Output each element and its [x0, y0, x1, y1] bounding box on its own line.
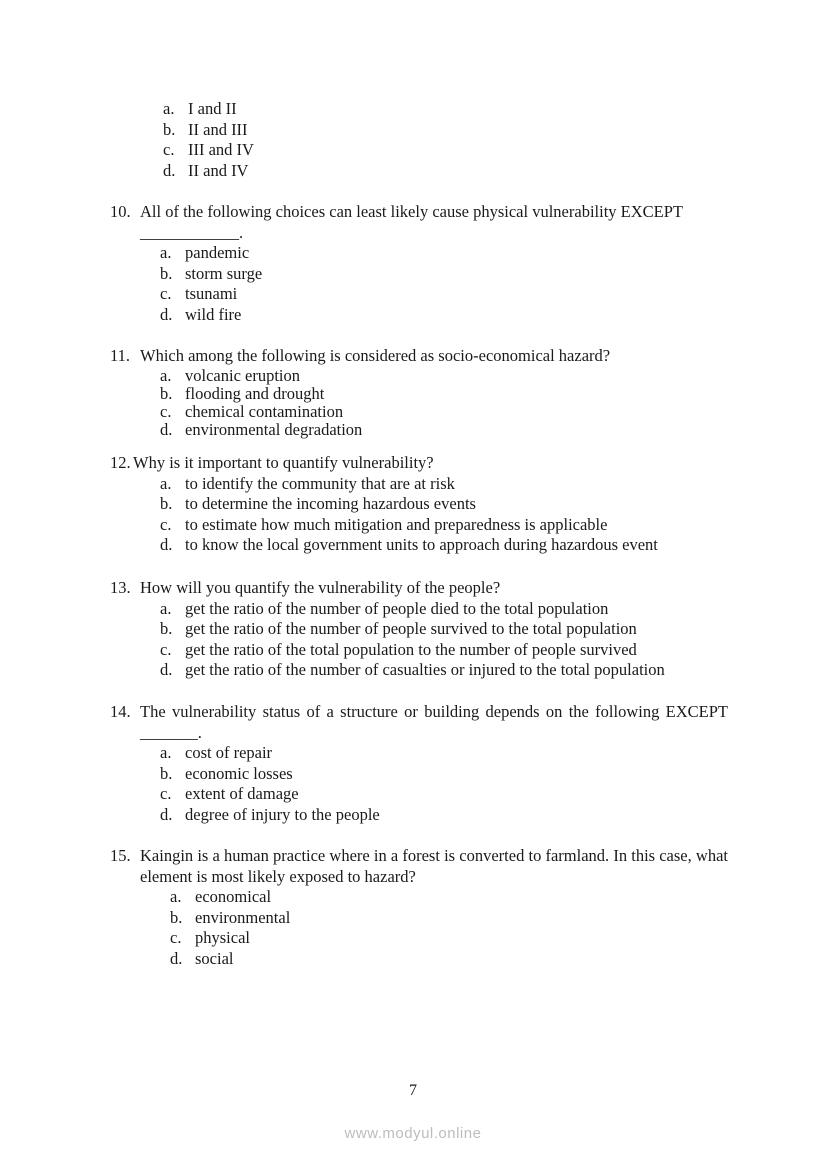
option-label: b.	[163, 119, 176, 139]
question-stem	[0, 453, 721, 474]
option-label: a.	[170, 887, 182, 907]
question-stem	[0, 346, 728, 367]
option-text: economical	[195, 887, 272, 907]
question-text: ____________.	[140, 222, 244, 242]
question-stem	[0, 202, 728, 243]
answer-option	[0, 494, 826, 515]
answer-option	[0, 660, 826, 681]
question-15	[0, 846, 826, 970]
answer-option	[0, 515, 826, 536]
question-13	[0, 578, 826, 681]
answer-option	[0, 908, 826, 929]
answer-option	[0, 284, 826, 305]
answer-option	[0, 421, 826, 439]
answer-option	[0, 784, 826, 805]
answer-option	[0, 403, 826, 421]
option-text: I and II	[188, 99, 237, 118]
question-text: How will you quantify the vulnerability of the people?	[140, 578, 501, 597]
question-14	[0, 702, 826, 826]
option-text: get the ratio of the total population to the number of people survived	[185, 639, 637, 659]
option-text: get the ratio of the number of people survived to the total population	[185, 619, 637, 639]
option-label: a.	[163, 99, 175, 118]
answer-option	[0, 640, 826, 661]
option-label: b.	[170, 907, 183, 927]
option-label: b.	[160, 619, 173, 639]
option-text: physical	[195, 928, 250, 948]
option-label: d.	[163, 160, 176, 180]
option-text: extent of damage	[185, 784, 299, 804]
option-text: to identify the community that are at risk	[185, 473, 455, 493]
answer-option	[0, 474, 826, 495]
question-stem	[0, 702, 728, 743]
question-text: All of the following choices can least likely cause physical vulnerability EXCEPT	[140, 202, 683, 221]
answer-option	[0, 805, 826, 826]
option-label: b.	[160, 763, 173, 783]
answer-option	[0, 599, 826, 620]
option-text: III and IV	[188, 140, 254, 160]
question-number: 15.	[110, 846, 131, 865]
question-stem	[0, 578, 728, 599]
option-label: c.	[163, 140, 175, 160]
option-label: b.	[160, 494, 173, 514]
option-text: II and IV	[188, 160, 249, 180]
option-text: pandemic	[185, 243, 250, 263]
question-number: 10.	[110, 202, 131, 221]
question-text: The vulnerability status of a structure or building depends on the following EXCEPT _______.	[140, 702, 728, 742]
answer-option	[0, 928, 826, 949]
answer-option	[0, 764, 826, 785]
option-text: to determine the incoming hazardous events	[185, 494, 476, 514]
option-label: c.	[160, 401, 172, 421]
option-label: a.	[160, 243, 172, 263]
option-label: c.	[160, 784, 172, 804]
question-11	[0, 346, 826, 439]
answer-option	[0, 743, 826, 764]
option-text: to know the local government units to approach during hazardous event	[185, 535, 658, 555]
answer-option	[0, 949, 826, 970]
question-10	[0, 202, 826, 326]
answer-option	[0, 99, 826, 120]
option-label: a.	[160, 473, 172, 493]
option-text: social	[195, 948, 234, 968]
option-text: degree of injury to the people	[185, 804, 380, 824]
options-continued	[0, 99, 826, 181]
page-number: 7	[409, 1082, 417, 1099]
option-text: flooding and drought	[185, 383, 325, 403]
answer-option	[0, 619, 826, 640]
option-label: d.	[160, 804, 173, 824]
option-text: II and III	[188, 119, 248, 139]
answer-option	[0, 264, 826, 285]
answer-option	[0, 120, 826, 141]
option-label: d.	[170, 948, 183, 968]
option-label: b.	[160, 383, 173, 403]
option-text: to estimate how much mitigation and preparedness is applicable	[185, 514, 608, 534]
question-12	[0, 453, 826, 556]
question-text: Why is it important to quantify vulnerability?	[133, 453, 434, 472]
answer-option	[0, 140, 826, 161]
option-text: cost of repair	[185, 743, 273, 763]
question-number: 13.	[110, 578, 131, 597]
answer-option	[0, 243, 826, 264]
option-label: b.	[160, 263, 173, 283]
option-text: volcanic eruption	[185, 365, 301, 385]
option-label: d.	[160, 660, 173, 680]
option-label: a.	[160, 598, 172, 618]
question-number: 14.	[110, 702, 131, 721]
question-text: Which among the following is considered as socio-economical hazard?	[140, 346, 611, 365]
answer-option	[0, 887, 826, 908]
option-label: d.	[160, 535, 173, 555]
question-number: 11.	[110, 346, 131, 365]
option-text: chemical contamination	[185, 401, 344, 421]
option-text: economic losses	[185, 763, 293, 783]
answer-option	[0, 367, 826, 385]
answer-option	[0, 305, 826, 326]
answer-option	[0, 385, 826, 403]
option-label: a.	[160, 743, 172, 763]
option-label: c.	[170, 928, 182, 948]
option-label: c.	[160, 284, 172, 304]
option-label: c.	[160, 514, 172, 534]
option-label: a.	[160, 365, 172, 385]
answer-option	[0, 535, 826, 556]
watermark: www.modyul.online	[344, 1125, 482, 1142]
option-label: c.	[160, 639, 172, 659]
option-label: d.	[160, 304, 173, 324]
option-text: environmental degradation	[185, 419, 363, 439]
question-text: Kaingin is a human practice where in a forest is converted to farmland. In this case, what element is most likely exposed to hazard?	[140, 846, 728, 886]
option-text: storm surge	[185, 263, 263, 283]
answer-option	[0, 161, 826, 182]
option-text: get the ratio of the number of people died to the total population	[185, 598, 609, 618]
option-text: wild fire	[185, 304, 242, 324]
question-stem	[0, 846, 728, 887]
option-text: tsunami	[185, 284, 238, 304]
option-label: d.	[160, 419, 173, 439]
option-text: get the ratio of the number of casualties or injured to the total population	[185, 660, 665, 680]
question-number: 12.	[110, 453, 131, 472]
option-text: environmental	[195, 907, 291, 927]
